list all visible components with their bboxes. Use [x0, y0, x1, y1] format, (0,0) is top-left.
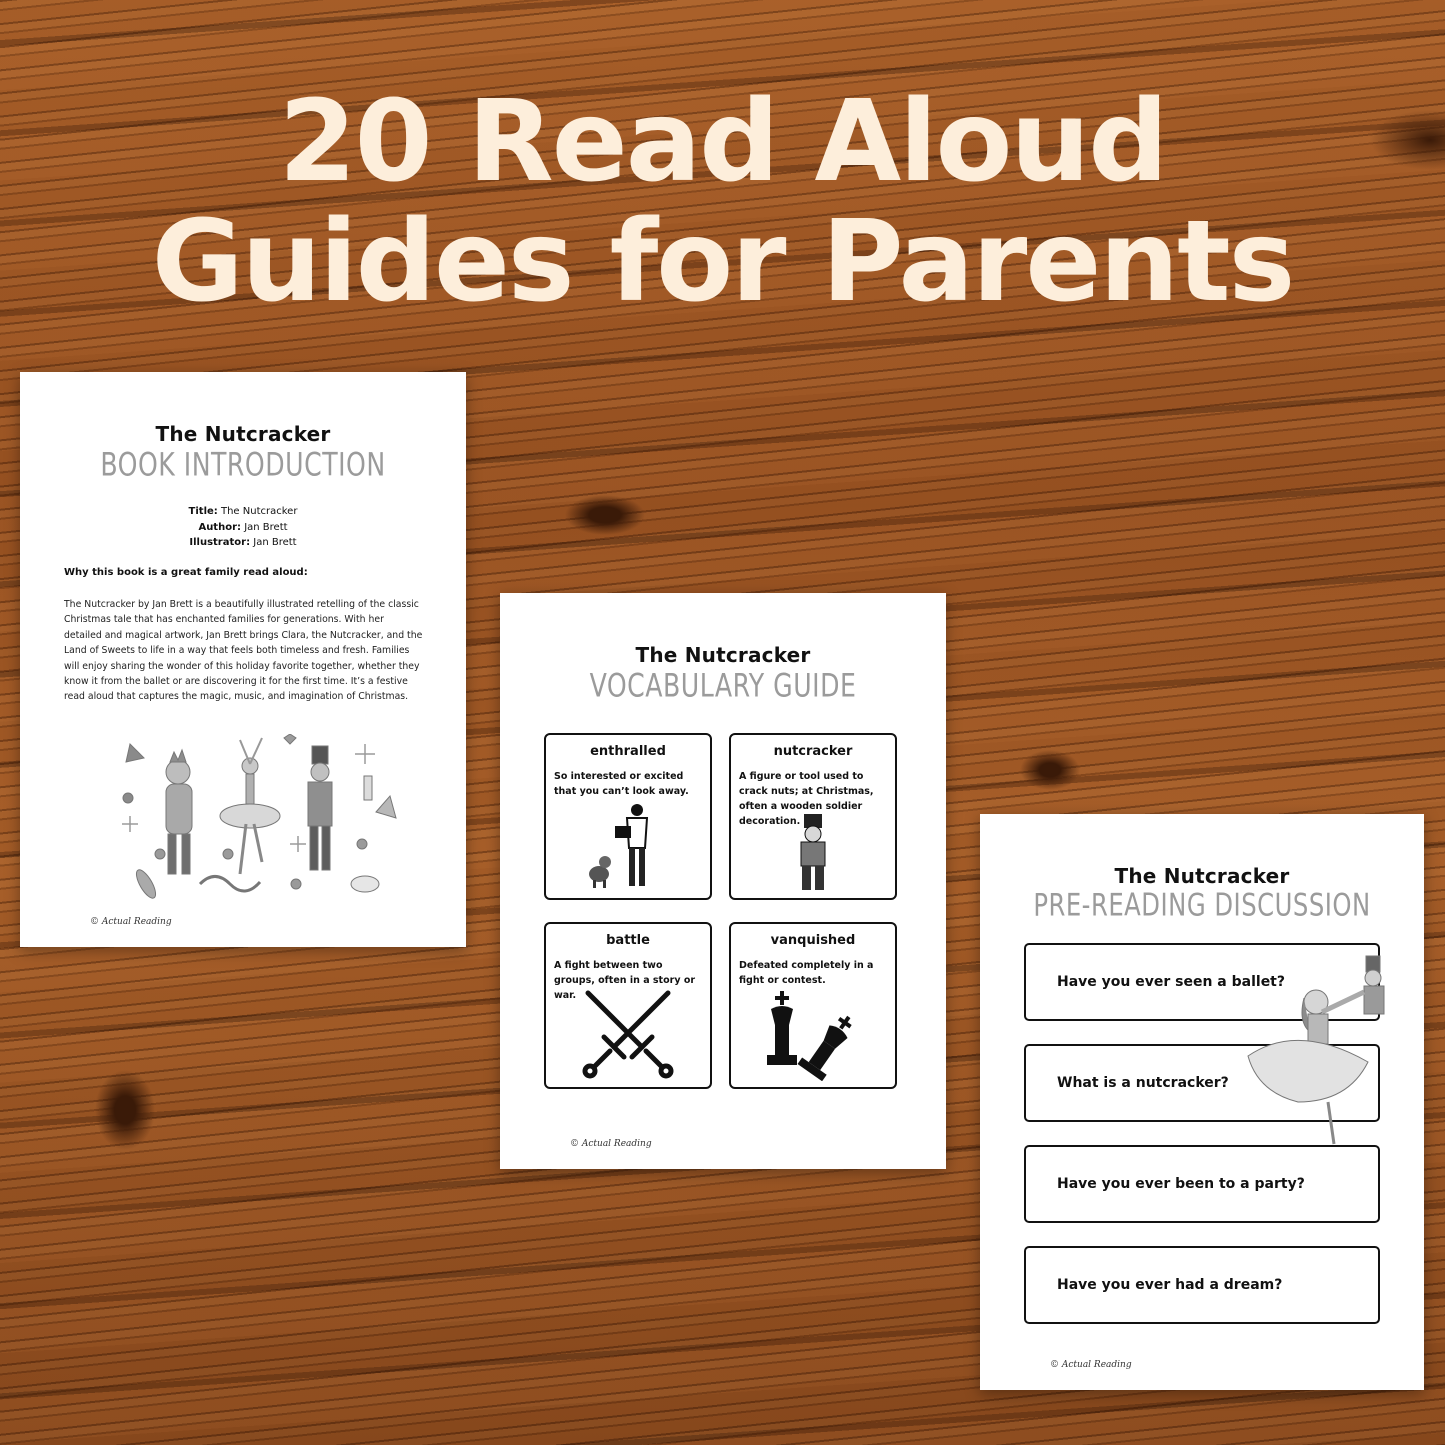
vocab-definition: Defeated completely in a fight or contest. — [739, 960, 874, 986]
chess-king-fallen-icon — [731, 991, 895, 1081]
book-meta — [20, 504, 466, 551]
question-text: What is a nutcracker? — [1057, 1075, 1229, 1091]
clara-dancer-illustration — [1238, 952, 1398, 1147]
page-footer: © Actual Reading — [1050, 1360, 1132, 1370]
page-subtitle: BOOK INTRODUCTION — [100, 445, 386, 484]
vocab-card-vanquished — [729, 922, 897, 1089]
page-footer: © Actual Reading — [90, 917, 172, 927]
reading-woman-dog-icon — [546, 800, 710, 892]
page-footer: © Actual Reading — [570, 1139, 652, 1149]
question-text: Have you ever seen a ballet? — [1057, 974, 1285, 990]
question-box — [1024, 1246, 1380, 1324]
book-introduction-page — [20, 372, 466, 947]
illustrator-value: Jan Brett — [253, 537, 297, 548]
page-title: The Nutcracker — [635, 643, 811, 667]
title-label: Title: — [188, 506, 218, 517]
book-description: The Nutcracker by Jan Brett is a beautifully illustrated retelling of the classic Christmas tale that has enchanted families for generations. With her detailed and magical artwork, Jan Brett brings Clara, the Nutcracker, and the Land of Sweets to life in a way that feels both timeless and fresh. Families will enjoy sharing the wonder of this holiday favorite together, whether they know it from the ballet or are discovering it for the first time. It’s a festive read aloud that captures the magic, music, and imagination of Christmas. — [64, 599, 423, 703]
vocab-definition: So interested or excited that you can’t look away. — [554, 771, 689, 797]
title-value: The Nutcracker — [220, 506, 298, 517]
vocabulary-guide-page — [500, 593, 946, 1169]
vocab-word: enthralled — [590, 744, 666, 759]
headline-line-2: Guides for Parents — [151, 197, 1294, 327]
pre-reading-discussion-page — [980, 814, 1424, 1390]
page-title: The Nutcracker — [1114, 864, 1290, 888]
vocab-definition: A figure or tool used to crack nuts; at Christmas, often a wooden soldier decoration. — [739, 771, 874, 827]
nutcracker-characters-illustration — [100, 734, 400, 909]
question-box — [1024, 1145, 1380, 1223]
vocab-word: vanquished — [770, 933, 856, 948]
crossed-swords-icon — [546, 985, 710, 1081]
vocab-card-nutcracker — [729, 733, 897, 900]
illustrator-label: Illustrator: — [189, 537, 251, 548]
nutcracker-soldier-icon — [731, 814, 895, 892]
vocab-word: battle — [606, 933, 650, 948]
author-value: Jan Brett — [244, 521, 288, 533]
vocab-definition: A fight between two groups, often in a story or war. — [554, 960, 696, 1001]
question-text: Have you ever had a dream? — [1057, 1277, 1283, 1293]
page-subtitle: PRE-READING DISCUSSION — [1033, 887, 1371, 924]
page-subtitle: VOCABULARY GUIDE — [589, 666, 857, 705]
author-label: Author: — [198, 521, 242, 533]
vocab-card-enthralled — [544, 733, 712, 900]
headline-line-1: 20 Read Aloud — [278, 77, 1167, 207]
question-text: Have you ever been to a party? — [1057, 1176, 1305, 1192]
vocab-word: nutcracker — [773, 744, 853, 759]
page-title: The Nutcracker — [155, 422, 331, 446]
vocab-card-battle — [544, 922, 712, 1089]
why-heading: Why this book is a great family read aloud: — [64, 567, 308, 578]
